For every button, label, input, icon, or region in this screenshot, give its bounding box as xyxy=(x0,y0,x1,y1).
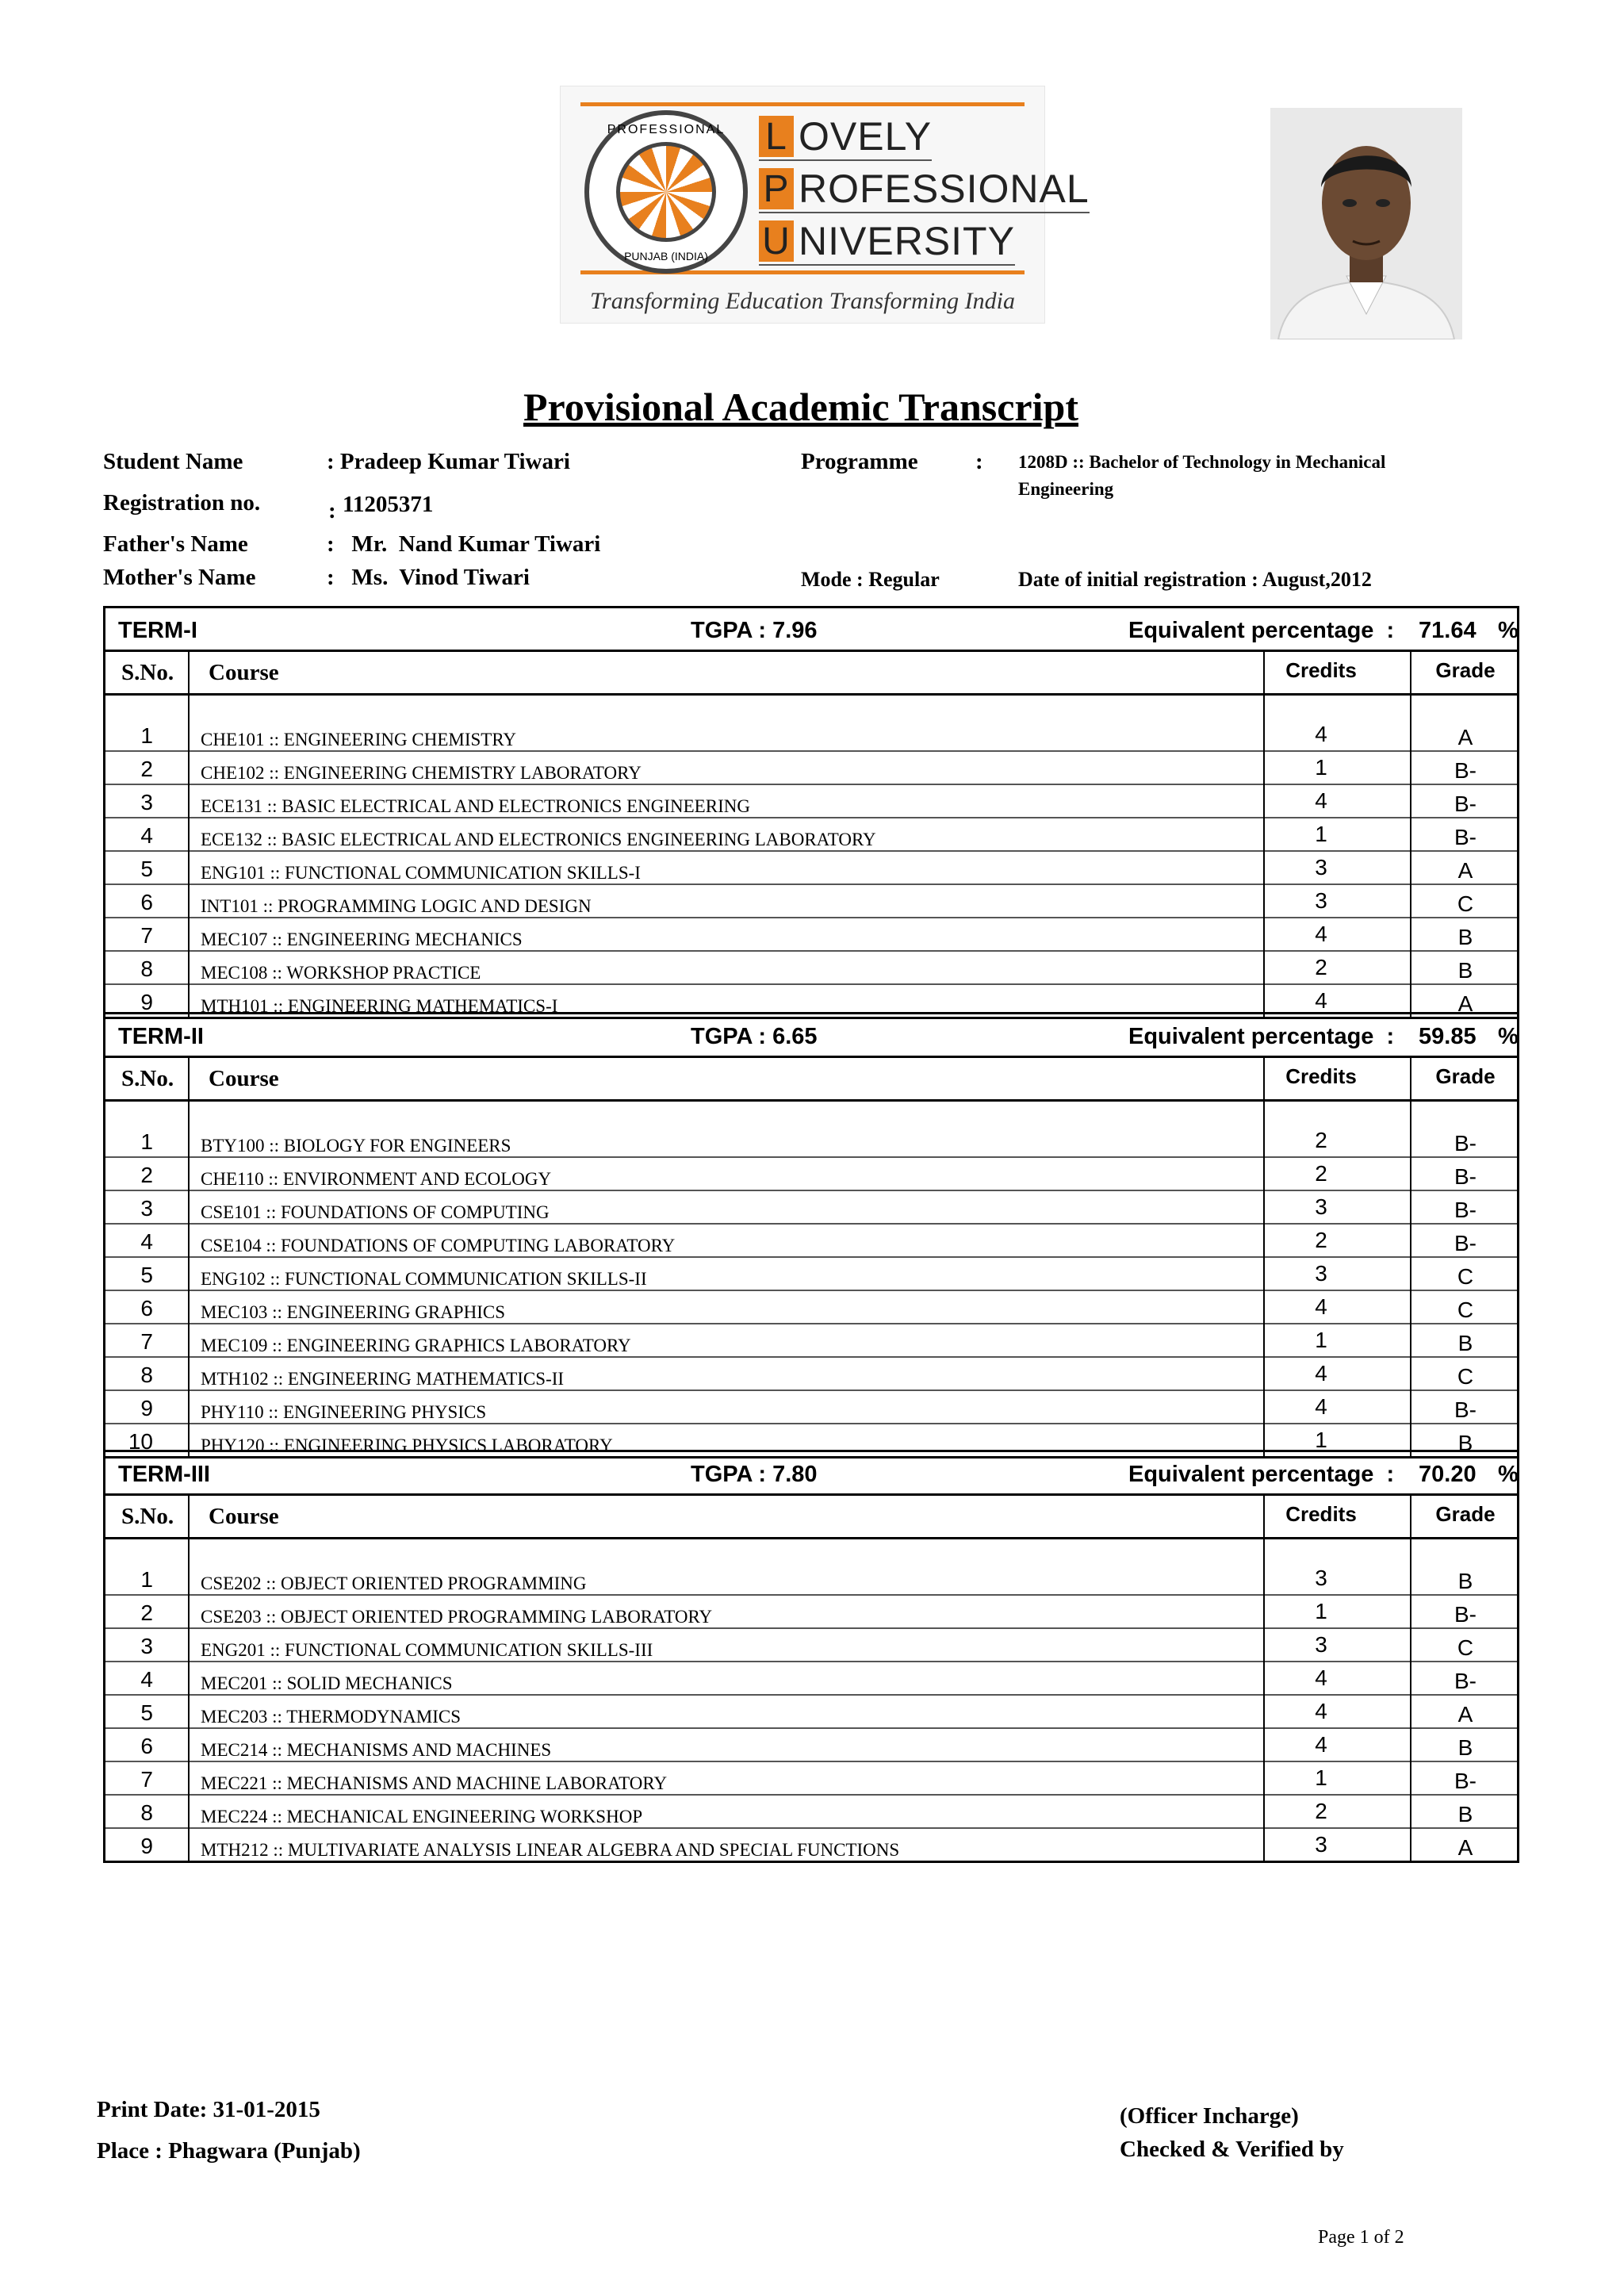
course-title: MEC224 :: MECHANICAL ENGINEERING WORKSHOP xyxy=(201,1807,643,1826)
column-course: Course xyxy=(209,1066,279,1091)
seal-emblem xyxy=(616,142,716,242)
course-credits: 4 xyxy=(1315,722,1327,746)
percent-sign: % xyxy=(1498,618,1519,643)
course-sno: 3 xyxy=(140,790,153,815)
course-row xyxy=(105,1729,1517,1762)
course-credits: 4 xyxy=(1315,1699,1327,1723)
course-grade: A xyxy=(1457,725,1473,749)
term-table xyxy=(103,606,1519,1019)
mother-name-label: Mother's Name xyxy=(103,565,256,590)
initial-registration-date: Date of initial registration : August,2012 xyxy=(1018,568,1372,591)
student-name-value: : Pradeep Kumar Tiwari xyxy=(327,449,570,474)
course-grade: B- xyxy=(1454,1602,1477,1627)
course-title: CSE203 :: OBJECT ORIENTED PROGRAMMING LABORATORY xyxy=(201,1607,713,1627)
course-row xyxy=(105,1596,1517,1629)
course-grade: B xyxy=(1457,1569,1473,1593)
course-sno: 7 xyxy=(140,1329,153,1354)
course-credits: 1 xyxy=(1315,1328,1327,1352)
column-header-row xyxy=(105,1496,1517,1539)
course-sno: 8 xyxy=(140,1363,153,1387)
university-seal xyxy=(584,110,748,274)
course-row xyxy=(105,818,1517,852)
column-sno: S.No. xyxy=(121,660,174,685)
course-row xyxy=(105,1696,1517,1729)
course-title: ECE132 :: BASIC ELECTRICAL AND ELECTRONICS ENGINEERING LABORATORY xyxy=(201,830,876,849)
term-header xyxy=(105,608,1517,652)
column-course: Course xyxy=(209,1504,279,1529)
course-credits: 3 xyxy=(1315,1194,1327,1219)
course-title: CSE104 :: FOUNDATIONS OF COMPUTING LABORATORY xyxy=(201,1236,676,1255)
course-title: MTH101 :: ENGINEERING MATHEMATICS-I xyxy=(201,996,558,1016)
course-title: CSE101 :: FOUNDATIONS OF COMPUTING xyxy=(201,1202,550,1222)
column-divider xyxy=(1263,1056,1265,1456)
equivalent-percentage-value: 71.64 xyxy=(1419,618,1477,643)
course-sno: 5 xyxy=(140,1263,153,1287)
course-credits: 4 xyxy=(1315,1394,1327,1419)
course-grade: C xyxy=(1457,1297,1474,1322)
course-grade: B- xyxy=(1454,1231,1477,1255)
course-sno: 7 xyxy=(140,923,153,948)
course-sno: 9 xyxy=(140,990,153,1014)
course-credits: 1 xyxy=(1315,822,1327,846)
course-row xyxy=(105,1629,1517,1662)
logo-letter-u: U xyxy=(759,220,794,262)
course-row xyxy=(105,1762,1517,1796)
course-title: CHE102 :: ENGINEERING CHEMISTRY LABORATORY xyxy=(201,763,642,783)
course-credits: 4 xyxy=(1315,1665,1327,1690)
course-row xyxy=(105,952,1517,985)
course-credits: 2 xyxy=(1315,1161,1327,1186)
course-row xyxy=(105,1829,1517,1861)
column-divider xyxy=(188,1493,190,1861)
document-title: Provisional Academic Transcript xyxy=(523,385,1078,429)
course-grade: B- xyxy=(1454,758,1477,783)
course-grade: A xyxy=(1457,1835,1473,1860)
course-credits: 4 xyxy=(1315,788,1327,813)
course-grade: A xyxy=(1457,991,1473,1016)
mode-of-study: Mode : Regular xyxy=(801,568,940,591)
course-sno: 8 xyxy=(140,1800,153,1825)
course-row xyxy=(105,1662,1517,1696)
column-divider xyxy=(1410,1056,1411,1456)
course-title: ENG102 :: FUNCTIONAL COMMUNICATION SKILLS-II xyxy=(201,1269,647,1289)
mother-name-value: : Ms. Vinod Tiwari xyxy=(327,565,530,590)
column-divider xyxy=(1263,1493,1265,1861)
course-row xyxy=(105,1225,1517,1258)
course-grade: C xyxy=(1457,1364,1474,1389)
course-sno: 6 xyxy=(140,890,153,914)
course-grade: C xyxy=(1457,1635,1474,1660)
course-row xyxy=(105,1191,1517,1225)
course-grade: C xyxy=(1457,1264,1474,1289)
column-credits: Credits xyxy=(1285,658,1357,682)
course-credits: 4 xyxy=(1315,1361,1327,1386)
course-grade: B xyxy=(1457,1331,1473,1355)
course-grade: C xyxy=(1457,891,1474,916)
equivalent-percentage-value: 59.85 xyxy=(1419,1024,1477,1049)
course-grade: B xyxy=(1457,1431,1473,1455)
programme-value-line-2: Engineering xyxy=(1018,479,1114,499)
course-credits: 1 xyxy=(1315,1599,1327,1623)
course-row xyxy=(105,1796,1517,1829)
term-name: TERM-III xyxy=(118,1462,210,1487)
course-credits: 4 xyxy=(1315,922,1327,946)
equivalent-percentage-label: Equivalent percentage : xyxy=(1128,1024,1395,1049)
course-sno: 3 xyxy=(140,1634,153,1658)
course-row xyxy=(105,1562,1517,1596)
course-list xyxy=(105,1102,1517,1456)
course-row xyxy=(105,1291,1517,1324)
seal-bottom-text: PUNJAB (INDIA) xyxy=(624,250,708,263)
course-credits: 3 xyxy=(1315,1632,1327,1657)
equivalent-percentage-label: Equivalent percentage : xyxy=(1128,1462,1395,1487)
course-grade: B xyxy=(1457,1735,1473,1760)
registration-value: 11205371 xyxy=(343,492,434,517)
course-sno: 7 xyxy=(140,1767,153,1792)
course-title: PHY120 :: ENGINEERING PHYSICS LABORATORY xyxy=(201,1435,613,1455)
course-credits: 3 xyxy=(1315,888,1327,913)
course-credits: 1 xyxy=(1315,1428,1327,1452)
course-title: ECE131 :: BASIC ELECTRICAL AND ELECTRONICS ENGINEERING xyxy=(201,796,750,816)
programme-colon: : xyxy=(975,449,983,474)
logo-line-2 xyxy=(759,166,1090,213)
student-name-label: Student Name xyxy=(103,449,243,474)
term-tgpa: TGPA : 7.80 xyxy=(691,1462,818,1487)
course-row xyxy=(105,918,1517,952)
logo-line-1 xyxy=(759,113,932,161)
course-title: ENG101 :: FUNCTIONAL COMMUNICATION SKILLS-I xyxy=(201,863,641,883)
student-photo xyxy=(1270,108,1462,339)
course-title: MEC201 :: SOLID MECHANICS xyxy=(201,1673,453,1693)
course-sno: 5 xyxy=(140,857,153,881)
course-sno: 2 xyxy=(140,1163,153,1187)
course-sno: 4 xyxy=(140,823,153,848)
column-divider xyxy=(188,1056,190,1456)
course-credits: 3 xyxy=(1315,1832,1327,1857)
course-credits: 1 xyxy=(1315,755,1327,780)
course-row xyxy=(105,1125,1517,1158)
course-row xyxy=(105,785,1517,818)
course-grade: B- xyxy=(1454,1769,1477,1793)
course-row xyxy=(105,1158,1517,1191)
column-divider xyxy=(188,650,190,1017)
course-credits: 2 xyxy=(1315,1228,1327,1252)
column-credits: Credits xyxy=(1285,1064,1357,1088)
column-grade: Grade xyxy=(1435,658,1496,682)
course-title: PHY110 :: ENGINEERING PHYSICS xyxy=(201,1402,487,1422)
father-name-value: : Mr. Nand Kumar Tiwari xyxy=(327,531,601,557)
course-grade: B xyxy=(1457,1802,1473,1826)
page-number: Page 1 of 2 xyxy=(1318,2227,1404,2248)
course-sno: 1 xyxy=(140,1129,153,1154)
course-sno: 6 xyxy=(140,1296,153,1320)
course-sno: 2 xyxy=(140,757,153,781)
course-list xyxy=(105,1539,1517,1861)
column-header-row xyxy=(105,652,1517,696)
course-title: MEC221 :: MECHANISMS AND MACHINE LABORATORY xyxy=(201,1773,668,1793)
course-row xyxy=(105,1324,1517,1358)
course-row xyxy=(105,1258,1517,1291)
course-credits: 4 xyxy=(1315,1732,1327,1757)
course-title: MEC214 :: MECHANISMS AND MACHINES xyxy=(201,1740,552,1760)
university-logo xyxy=(560,86,1090,324)
print-date: Print Date: 31-01-2015 xyxy=(97,2097,320,2122)
course-title: CHE110 :: ENVIRONMENT AND ECOLOGY xyxy=(201,1169,552,1189)
checked-verified: Checked & Verified by xyxy=(1120,2137,1344,2162)
course-credits: 1 xyxy=(1315,1765,1327,1790)
course-title: CSE202 :: OBJECT ORIENTED PROGRAMMING xyxy=(201,1573,587,1593)
course-title: MTH102 :: ENGINEERING MATHEMATICS-II xyxy=(201,1369,565,1389)
term-header xyxy=(105,1452,1517,1496)
programme-label: Programme xyxy=(801,449,918,474)
course-credits: 4 xyxy=(1315,988,1327,1013)
column-grade: Grade xyxy=(1435,1502,1496,1526)
course-grade: B- xyxy=(1454,1397,1477,1422)
column-divider xyxy=(1410,1493,1411,1861)
percent-sign: % xyxy=(1498,1462,1519,1487)
course-title: MEC203 :: THERMODYNAMICS xyxy=(201,1707,461,1727)
logo-word-2: ROFESSIONAL xyxy=(799,167,1090,211)
logo-word-3: NIVERSITY xyxy=(799,219,1015,263)
course-grade: B- xyxy=(1454,1164,1477,1189)
course-credits: 2 xyxy=(1315,1128,1327,1152)
column-sno: S.No. xyxy=(121,1504,174,1529)
course-title: MEC103 :: ENGINEERING GRAPHICS xyxy=(201,1302,505,1322)
logo-letter-p: P xyxy=(759,168,794,209)
course-grade: B- xyxy=(1454,1131,1477,1156)
course-grade: B- xyxy=(1454,1669,1477,1693)
logo-word-1: OVELY xyxy=(799,114,933,159)
column-sno: S.No. xyxy=(121,1066,174,1091)
logo-letter-l: L xyxy=(759,116,794,157)
course-sno: 4 xyxy=(140,1667,153,1692)
course-sno: 9 xyxy=(140,1834,153,1858)
course-credits: 4 xyxy=(1315,1294,1327,1319)
course-sno: 2 xyxy=(140,1600,153,1625)
course-sno: 9 xyxy=(140,1396,153,1420)
course-row xyxy=(105,719,1517,752)
column-divider xyxy=(1263,650,1265,1017)
course-title: MEC109 :: ENGINEERING GRAPHICS LABORATORY xyxy=(201,1336,631,1355)
course-grade: B xyxy=(1457,925,1473,949)
course-row xyxy=(105,885,1517,918)
column-grade: Grade xyxy=(1435,1064,1496,1088)
officer-incharge: (Officer Incharge) xyxy=(1120,2103,1299,2129)
course-grade: B- xyxy=(1454,825,1477,849)
percent-sign: % xyxy=(1498,1024,1519,1049)
course-sno: 1 xyxy=(140,1567,153,1592)
course-sno: 4 xyxy=(140,1229,153,1254)
course-credits: 3 xyxy=(1315,855,1327,880)
course-sno: 1 xyxy=(140,723,153,748)
course-row xyxy=(105,1391,1517,1424)
course-sno: 5 xyxy=(140,1700,153,1725)
course-title: MEC107 :: ENGINEERING MECHANICS xyxy=(201,930,523,949)
course-title: CHE101 :: ENGINEERING CHEMISTRY xyxy=(201,730,517,749)
course-title: ENG201 :: FUNCTIONAL COMMUNICATION SKILLS-III xyxy=(201,1640,653,1660)
programme-value-line-1: 1208D :: Bachelor of Technology in Mechanical xyxy=(1018,452,1386,472)
course-row xyxy=(105,852,1517,885)
term-table xyxy=(103,1450,1519,1863)
course-sno: 10 xyxy=(128,1429,153,1454)
course-title: MTH212 :: MULTIVARIATE ANALYSIS LINEAR ALGEBRA AND SPECIAL FUNCTIONS xyxy=(201,1840,900,1860)
course-grade: B- xyxy=(1454,792,1477,816)
course-grade: B xyxy=(1457,958,1473,983)
seal-top-text: PROFESSIONAL xyxy=(607,123,726,136)
logo-line-3 xyxy=(759,218,1015,266)
course-credits: 2 xyxy=(1315,955,1327,979)
equivalent-percentage-value: 70.20 xyxy=(1419,1462,1477,1487)
course-title: INT101 :: PROGRAMMING LOGIC AND DESIGN xyxy=(201,896,592,916)
column-header-row xyxy=(105,1058,1517,1102)
father-name-label: Father's Name xyxy=(103,531,248,557)
term-name: TERM-I xyxy=(118,618,197,643)
course-title: MEC108 :: WORKSHOP PRACTICE xyxy=(201,963,481,983)
print-place: Place : Phagwara (Punjab) xyxy=(97,2138,361,2164)
column-divider xyxy=(1410,650,1411,1017)
equivalent-percentage-label: Equivalent percentage : xyxy=(1128,618,1395,643)
course-credits: 2 xyxy=(1315,1799,1327,1823)
course-grade: A xyxy=(1457,1702,1473,1727)
term-name: TERM-II xyxy=(118,1024,204,1049)
term-table xyxy=(103,1012,1519,1458)
course-title: BTY100 :: BIOLOGY FOR ENGINEERS xyxy=(201,1136,511,1156)
course-grade: B- xyxy=(1454,1198,1477,1222)
column-course: Course xyxy=(209,660,279,685)
logo-tagline: Transforming Education Transforming India xyxy=(590,288,1015,314)
course-sno: 3 xyxy=(140,1196,153,1221)
term-tgpa: TGPA : 6.65 xyxy=(691,1024,818,1049)
course-credits: 3 xyxy=(1315,1261,1327,1286)
course-sno: 8 xyxy=(140,956,153,981)
registration-colon: : xyxy=(328,498,336,523)
column-credits: Credits xyxy=(1285,1502,1357,1526)
course-grade: A xyxy=(1457,858,1473,883)
term-header xyxy=(105,1014,1517,1058)
logo-top-bar xyxy=(580,102,1025,106)
term-tgpa: TGPA : 7.96 xyxy=(691,618,818,643)
course-list xyxy=(105,696,1517,1017)
registration-label: Registration no. xyxy=(103,490,261,516)
course-row xyxy=(105,1358,1517,1391)
course-credits: 3 xyxy=(1315,1566,1327,1590)
course-sno: 6 xyxy=(140,1734,153,1758)
course-row xyxy=(105,752,1517,785)
